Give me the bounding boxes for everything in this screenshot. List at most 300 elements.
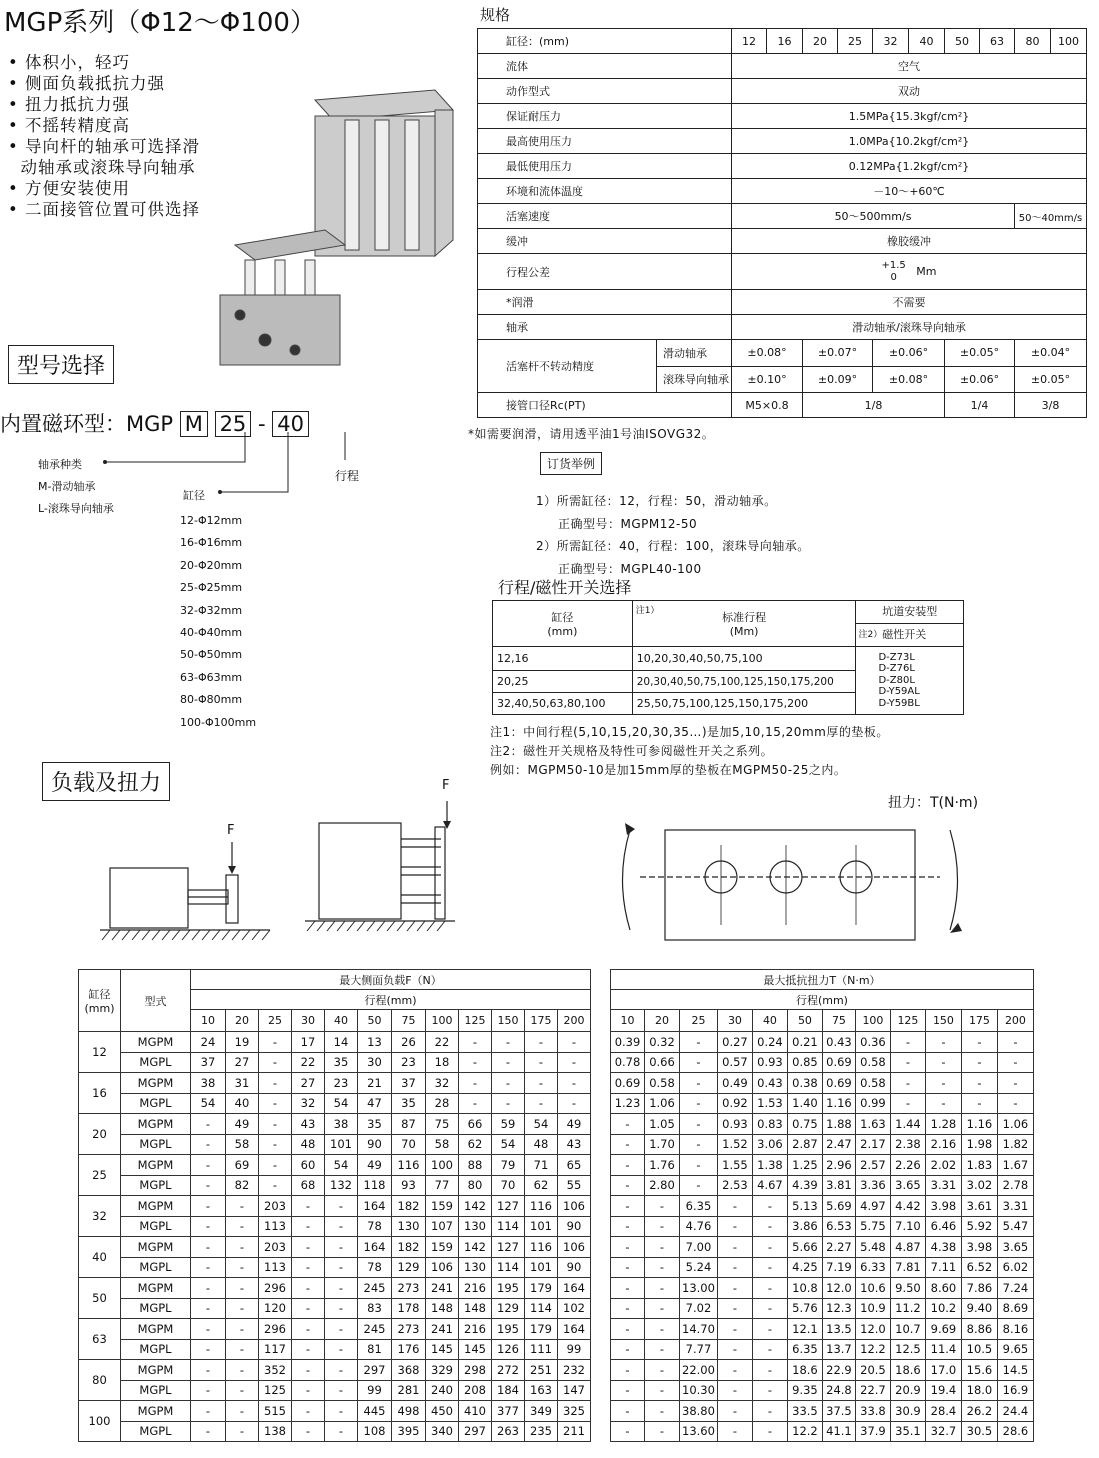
torque-cell: - (717, 1196, 752, 1217)
torque-cell: - (961, 1073, 997, 1094)
torque-cell: 33.8 (855, 1401, 890, 1422)
side-load-cell: 130 (392, 1216, 426, 1237)
side-load-cell: 28 (426, 1093, 459, 1114)
torque-cell: 1.83 (961, 1155, 997, 1176)
side-load-cell: - (292, 1401, 325, 1422)
torque-cell: 20.9 (890, 1380, 925, 1401)
side-load-cell: - (459, 1073, 492, 1094)
torque-cell: 7.02 (680, 1298, 718, 1319)
stroke-header: 175 (961, 1010, 997, 1032)
torque-cell: 35.1 (890, 1421, 925, 1442)
side-load-cell: 329 (426, 1360, 459, 1381)
side-load-cell: - (191, 1175, 226, 1196)
side-load-cell: 297 (459, 1421, 492, 1442)
side-load-cell: - (191, 1421, 226, 1442)
torque-cell: 33.5 (787, 1401, 822, 1422)
side-load-cell: 54 (525, 1114, 558, 1135)
torque-cell: 3.98 (961, 1237, 997, 1258)
torque-cell: 2.26 (890, 1155, 925, 1176)
torque-cell: 4.97 (855, 1196, 890, 1217)
torque-cell: - (611, 1339, 645, 1360)
side-load-cell: 65 (558, 1155, 591, 1176)
torque-cell: 7.11 (925, 1257, 961, 1278)
torque-cell: - (611, 1319, 645, 1340)
side-load-cell: 82 (226, 1175, 259, 1196)
torque-cell: 12.0 (822, 1278, 855, 1299)
torque-cell: 8.86 (961, 1319, 997, 1340)
side-load-cell: 40 (226, 1093, 259, 1114)
torque-cell: 15.6 (961, 1360, 997, 1381)
torque-cell: 2.27 (822, 1237, 855, 1258)
side-load-cell: 106 (558, 1196, 591, 1217)
torque-cell: 3.06 (752, 1134, 787, 1155)
side-load-cell: 90 (358, 1134, 392, 1155)
torque-cell: 2.38 (890, 1134, 925, 1155)
torque-cell: 14.5 (997, 1360, 1033, 1381)
torque-cell: - (925, 1052, 961, 1073)
side-load-cell: 100 (426, 1155, 459, 1176)
torque-cell: 3.31 (997, 1196, 1033, 1217)
torque-cell: - (645, 1421, 680, 1442)
torque-cell: 24.8 (822, 1380, 855, 1401)
side-load-cell: 116 (525, 1237, 558, 1258)
side-load-cell: 90 (558, 1257, 591, 1278)
side-load-cell: - (292, 1319, 325, 1340)
torque-cell: 1.16 (822, 1093, 855, 1114)
torque-cell: 7.00 (680, 1237, 718, 1258)
side-load-cell: 31 (226, 1073, 259, 1094)
torque-cell: - (645, 1319, 680, 1340)
model-box-bore: 25 (215, 411, 252, 437)
side-load-cell: 164 (558, 1278, 591, 1299)
type-cell: MGPL (121, 1339, 191, 1360)
torque-cell: - (680, 1134, 718, 1155)
side-load-cell: 340 (426, 1421, 459, 1442)
torque-cell: 0.58 (645, 1073, 680, 1094)
feature-list (8, 52, 200, 220)
load-section-heading: 负载及扭力 (42, 762, 170, 801)
torque-cell: 1.16 (961, 1114, 997, 1135)
side-load-cell: 81 (358, 1339, 392, 1360)
side-load-cell: 129 (392, 1257, 426, 1278)
side-load-cell: 235 (525, 1421, 558, 1442)
page-title: MGP系列（Φ12～Φ100） (4, 8, 316, 38)
torque-cell: - (611, 1134, 645, 1155)
torque-cell: 12.3 (822, 1298, 855, 1319)
torque-cell: - (717, 1339, 752, 1360)
side-load-cell: 90 (558, 1216, 591, 1237)
side-load-cell: 80 (459, 1175, 492, 1196)
torque-cell: - (961, 1093, 997, 1114)
side-load-cell: 48 (525, 1134, 558, 1155)
side-load-cell: - (259, 1134, 292, 1155)
feature-item: • 方便安装使用 (8, 179, 130, 198)
torque-cell: 3.81 (822, 1175, 855, 1196)
torque-cell: 0.21 (787, 1032, 822, 1053)
side-load-cell: 35 (358, 1114, 392, 1135)
torque-cell: 3.86 (787, 1216, 822, 1237)
table-row (79, 1032, 1034, 1053)
table-row (79, 1401, 1034, 1422)
torque-cell: 7.10 (890, 1216, 925, 1237)
side-load-cell: 54 (191, 1093, 226, 1114)
side-load-cell: 130 (459, 1216, 492, 1237)
side-load-cell: - (292, 1360, 325, 1381)
side-load-cell: - (259, 1114, 292, 1135)
torque-cell: 5.66 (787, 1237, 822, 1258)
bore-list: 12-Φ12mm 16-Φ16mm 20-Φ20mm 25-Φ25mm 32-Φ32mm 40-Φ40mm 50-Φ50mm 63-Φ63mm 80-Φ80mm 100-Φ100mm (180, 514, 257, 729)
bore-cell: 16 (79, 1073, 121, 1114)
side-load-cell: 176 (392, 1339, 426, 1360)
side-load-cell: - (226, 1298, 259, 1319)
side-load-cell: - (191, 1360, 226, 1381)
table-row (79, 1073, 1034, 1094)
torque-cell: 0.92 (717, 1093, 752, 1114)
torque-cell: 0.85 (787, 1052, 822, 1073)
torque-cell: - (752, 1237, 787, 1258)
torque-cell: 1.52 (717, 1134, 752, 1155)
torque-cell: 22.7 (855, 1380, 890, 1401)
side-load-cell: 83 (358, 1298, 392, 1319)
stroke-header: 125 (890, 1010, 925, 1032)
table-row (79, 1278, 1034, 1299)
side-load-cell: 21 (358, 1073, 392, 1094)
side-load-cell: 27 (292, 1073, 325, 1094)
torque-cell: 13.60 (680, 1421, 718, 1442)
side-load-cell: - (492, 1032, 525, 1053)
side-load-cell: 147 (558, 1380, 591, 1401)
torque-cell: 9.69 (925, 1319, 961, 1340)
torque-cell: 38.80 (680, 1401, 718, 1422)
side-load-cell: - (558, 1093, 591, 1114)
torque-cell: 6.35 (787, 1339, 822, 1360)
stroke-header: 40 (325, 1010, 358, 1032)
torque-cell: - (997, 1073, 1033, 1094)
torque-cell: 12.5 (890, 1339, 925, 1360)
side-load-cell: - (226, 1360, 259, 1381)
side-load-cell: 352 (259, 1360, 292, 1381)
side-load-cell: 130 (459, 1257, 492, 1278)
side-load-cell: 195 (492, 1319, 525, 1340)
torque-cell: 0.27 (717, 1032, 752, 1053)
side-load-cell: 129 (492, 1298, 525, 1319)
side-load-cell: 296 (259, 1278, 292, 1299)
torque-cell: 1.25 (787, 1155, 822, 1176)
torque-cell: 1.76 (645, 1155, 680, 1176)
torque-cell: - (645, 1401, 680, 1422)
side-load-cell: 245 (358, 1319, 392, 1340)
torque-cell: - (961, 1052, 997, 1073)
side-load-cell: 240 (426, 1380, 459, 1401)
torque-cell: 1.06 (997, 1114, 1033, 1135)
side-load-cell: 99 (358, 1380, 392, 1401)
torque-cell: 2.02 (925, 1155, 961, 1176)
side-load-cell: 142 (459, 1196, 492, 1217)
stroke-header: 200 (558, 1010, 591, 1032)
torque-cell: 0.43 (752, 1073, 787, 1094)
side-load-cell: - (226, 1421, 259, 1442)
switch-table: 缸径 (mm) 注1） 标准行程 (Mm) 坑道安装型 $^{注2)}$磁性开关 12,16 10,20,30,40,50,75,100 D-Z73L D-Z76L D-Z80L D-Y59AL D-Y59BL 20,25 20,30,40,50,75,100,125,150,175,200 32,40,50,63,80,100 25,50,75,100,125,150,175,200 (492, 600, 964, 715)
torque-cell: 0.83 (752, 1114, 787, 1135)
torque-cell: 12.0 (855, 1319, 890, 1340)
torque-cell: 12.1 (787, 1319, 822, 1340)
side-load-cell: 71 (525, 1155, 558, 1176)
torque-cell: 1.63 (855, 1114, 890, 1135)
side-load-cell: 245 (358, 1278, 392, 1299)
torque-cell: 0.58 (855, 1052, 890, 1073)
torque-cell: - (997, 1052, 1033, 1073)
side-load-cell: 208 (459, 1380, 492, 1401)
side-load-cell: 195 (492, 1278, 525, 1299)
side-load-cell: - (226, 1196, 259, 1217)
torque-cell: 10.30 (680, 1380, 718, 1401)
torque-cell: - (752, 1360, 787, 1381)
side-load-cell: 30 (358, 1052, 392, 1073)
side-load-cell: 203 (259, 1237, 292, 1258)
side-load-cell: - (226, 1237, 259, 1258)
torque-cell: - (645, 1339, 680, 1360)
order-example-text: 1）所需缸径：12，行程：50，滑动轴承。 正确型号：MGPM12-50 2）所需缸径：40，行程：100，滚珠导向轴承。 正确型号：MGPL40-100 (536, 494, 810, 576)
side-load-cell: 114 (525, 1298, 558, 1319)
side-load-cell: 445 (358, 1401, 392, 1422)
torque-cell: 10.7 (890, 1319, 925, 1340)
side-load-cell: 297 (358, 1360, 392, 1381)
side-load-cell: - (191, 1134, 226, 1155)
side-load-cell: 19 (226, 1032, 259, 1053)
torque-cell: - (717, 1421, 752, 1442)
torque-cell: - (645, 1380, 680, 1401)
side-load-cell: - (558, 1073, 591, 1094)
side-load-cell: 14 (325, 1032, 358, 1053)
side-load-cell: - (226, 1380, 259, 1401)
torque-label: 扭力：T(N·m) (888, 795, 979, 811)
side-load-cell: 232 (558, 1360, 591, 1381)
side-load-cell: 49 (558, 1114, 591, 1135)
torque-cell: 2.80 (645, 1175, 680, 1196)
torque-cell: - (645, 1278, 680, 1299)
torque-cell: - (997, 1093, 1033, 1114)
model-section-heading: 型号选择 (8, 345, 114, 384)
table-row (79, 1155, 1034, 1176)
torque-cell: 2.47 (822, 1134, 855, 1155)
side-load-cell: - (325, 1339, 358, 1360)
table-row (79, 1339, 1034, 1360)
torque-cell: 7.86 (961, 1278, 997, 1299)
side-load-cell: 101 (525, 1216, 558, 1237)
table-row (79, 1421, 1034, 1442)
torque-cell: 11.4 (925, 1339, 961, 1360)
side-load-cell: 127 (492, 1237, 525, 1258)
side-load-cell: - (259, 1155, 292, 1176)
torque-cell: 12.2 (855, 1339, 890, 1360)
side-load-cell: 118 (358, 1175, 392, 1196)
side-load-cell: 68 (292, 1175, 325, 1196)
torque-cell: 0.38 (787, 1073, 822, 1094)
stroke-header: 20 (226, 1010, 259, 1032)
torque-cell: 26.2 (961, 1401, 997, 1422)
bearing-type-label: 轴承种类 (38, 458, 82, 471)
torque-cell: - (717, 1319, 752, 1340)
torque-cell: 6.35 (680, 1196, 718, 1217)
side-load-cell: 106 (426, 1257, 459, 1278)
side-load-cell: 69 (226, 1155, 259, 1176)
torque-cell: 16.9 (997, 1380, 1033, 1401)
torque-cell: 32.7 (925, 1421, 961, 1442)
stroke-label: 行程 (335, 469, 360, 483)
torque-cell: 5.69 (822, 1196, 855, 1217)
side-load-cell: 450 (426, 1401, 459, 1422)
feature-item: • 侧面负载抵抗力强 (8, 74, 165, 93)
side-load-cell: 17 (292, 1032, 325, 1053)
side-load-cell: 70 (392, 1134, 426, 1155)
type-cell: MGPL (121, 1175, 191, 1196)
bore-cell: 100 (79, 1401, 121, 1442)
side-load-cell: 178 (392, 1298, 426, 1319)
torque-cell: 1.70 (645, 1134, 680, 1155)
torque-cell: 2.16 (925, 1134, 961, 1155)
side-load-cell: - (492, 1093, 525, 1114)
table-row (79, 1257, 1034, 1278)
torque-cell: - (752, 1257, 787, 1278)
torque-cell: - (645, 1298, 680, 1319)
torque-cell: 0.24 (752, 1032, 787, 1053)
side-load-cell: 263 (492, 1421, 525, 1442)
feature-item: 动轴承或滚珠导向轴承 (20, 158, 196, 177)
switch-heading: 行程/磁性开关选择 (498, 578, 632, 597)
side-load-cell: 182 (392, 1196, 426, 1217)
side-load-cell: - (459, 1052, 492, 1073)
torque-cell: - (611, 1360, 645, 1381)
table-row (79, 1237, 1034, 1258)
torque-cell: - (717, 1360, 752, 1381)
side-load-cell: - (226, 1216, 259, 1237)
side-load-cell: 296 (259, 1319, 292, 1340)
torque-cell: 3.98 (925, 1196, 961, 1217)
side-load-cell: - (325, 1401, 358, 1422)
torque-cell: 1.05 (645, 1114, 680, 1135)
side-load-cell: 498 (392, 1401, 426, 1422)
side-load-cell: 241 (426, 1319, 459, 1340)
torque-cell: - (645, 1237, 680, 1258)
table-row (79, 1380, 1034, 1401)
torque-cell: 41.1 (822, 1421, 855, 1442)
torque-cell: 8.60 (925, 1278, 961, 1299)
torque-cell: 2.96 (822, 1155, 855, 1176)
stroke-header: 75 (822, 1010, 855, 1032)
torque-cell: - (717, 1237, 752, 1258)
side-load-cell: 32 (426, 1073, 459, 1094)
side-load-cell: - (191, 1216, 226, 1237)
side-load-cell: 49 (358, 1155, 392, 1176)
torque-cell: 1.23 (611, 1093, 645, 1114)
side-load-cell: 70 (492, 1175, 525, 1196)
side-load-cell: 38 (325, 1114, 358, 1135)
side-load-cell: - (191, 1196, 226, 1217)
torque-cell: 18.6 (890, 1360, 925, 1381)
torque-cell: - (611, 1257, 645, 1278)
bearing-l: L-滚珠导向轴承 (38, 502, 114, 515)
torque-cell: - (645, 1196, 680, 1217)
type-cell: MGPM (121, 1032, 191, 1053)
side-load-cell: - (226, 1278, 259, 1299)
torque-cell: 13.5 (822, 1319, 855, 1340)
torque-cell: - (890, 1073, 925, 1094)
side-load-cell: - (226, 1401, 259, 1422)
side-load-cell: 23 (325, 1073, 358, 1094)
feature-item: • 导向杆的轴承可选择滑 (8, 137, 200, 156)
stroke-header: 100 (855, 1010, 890, 1032)
side-load-cell: 116 (392, 1155, 426, 1176)
side-load-cell: 298 (459, 1360, 492, 1381)
side-load-cell: - (292, 1421, 325, 1442)
torque-cell: - (717, 1278, 752, 1299)
type-cell: MGPM (121, 1237, 191, 1258)
torque-cell: - (680, 1032, 718, 1053)
torque-cell: 37.9 (855, 1421, 890, 1442)
torque-cell: 0.75 (787, 1114, 822, 1135)
side-load-cell: - (525, 1032, 558, 1053)
side-load-cell: 107 (426, 1216, 459, 1237)
torque-cell: 3.65 (997, 1237, 1033, 1258)
torque-cell: - (752, 1319, 787, 1340)
torque-cell: - (680, 1155, 718, 1176)
type-cell: MGPL (121, 1380, 191, 1401)
switch-notes: 注1：中间行程(5,10,15,20,30,35…)是加5,10,15,20mm厚的垫板。 注2：磁性开关规格及特性可参阅磁性开关之系列。 例如：MGPM50-10是加15mm厚的垫板在MGPM50-25之内。 (490, 725, 889, 777)
stroke-header: 150 (492, 1010, 525, 1032)
side-load-cell: 120 (259, 1298, 292, 1319)
side-load-cell: - (292, 1216, 325, 1237)
side-load-cell: - (191, 1278, 226, 1299)
side-load-cell: - (226, 1257, 259, 1278)
side-load-cell: - (325, 1216, 358, 1237)
torque-cell: 5.76 (787, 1298, 822, 1319)
torque-cell: 1.06 (645, 1093, 680, 1114)
side-load-cell: 241 (426, 1278, 459, 1299)
side-load-cell: - (191, 1401, 226, 1422)
feature-item: • 二面接管位置可供选择 (8, 200, 200, 219)
torque-cell: 1.28 (925, 1114, 961, 1135)
torque-cell: 22.9 (822, 1360, 855, 1381)
side-load-cell: 113 (259, 1257, 292, 1278)
torque-cell: - (611, 1401, 645, 1422)
side-load-cell: 211 (558, 1421, 591, 1442)
side-load-cell: 54 (492, 1134, 525, 1155)
torque-cell: 2.78 (997, 1175, 1033, 1196)
stroke-header: 40 (752, 1010, 787, 1032)
side-load-cell: - (191, 1257, 226, 1278)
side-load-cell: 79 (492, 1155, 525, 1176)
side-load-cell: - (292, 1278, 325, 1299)
torque-cell: 4.87 (890, 1237, 925, 1258)
torque-cell: - (890, 1032, 925, 1053)
torque-cell: 7.77 (680, 1339, 718, 1360)
side-load-cell: - (259, 1052, 292, 1073)
side-load-cell: 35 (325, 1052, 358, 1073)
side-load-cell: - (292, 1196, 325, 1217)
torque-cell: - (925, 1032, 961, 1053)
torque-cell: - (645, 1360, 680, 1381)
torque-cell: 1.40 (787, 1093, 822, 1114)
stroke-header: 10 (611, 1010, 645, 1032)
bore-label: 缸径 (183, 489, 205, 502)
torque-cell: 3.61 (961, 1196, 997, 1217)
torque-cell: 1.67 (997, 1155, 1033, 1176)
torque-cell: - (752, 1278, 787, 1299)
side-load-diagram (100, 820, 280, 950)
side-load-cell: 325 (558, 1401, 591, 1422)
side-load-cell: - (191, 1319, 226, 1340)
side-load-cell: 182 (392, 1237, 426, 1258)
